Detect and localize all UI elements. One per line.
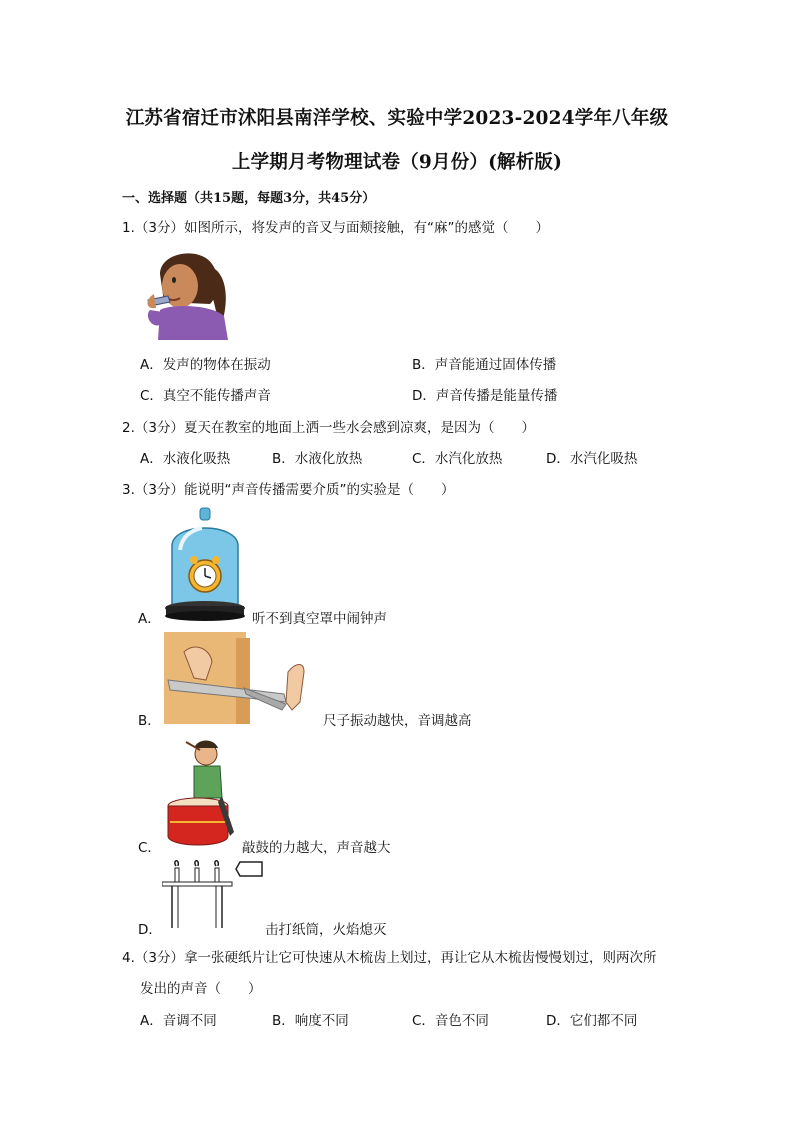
doc-title-line2: 上学期月考物理试卷（9月份）(解析版) [231,152,563,173]
question-2-stem: 2.（3分）夏天在教室的地面上洒一些水会感到凉爽，是因为（ ） [122,420,535,436]
q1-option-c[interactable]: C．真空不能传播声音 [140,388,271,404]
question-3-stem: 3.（3分）能说明“声音传播需要介质”的实验是（ ） [122,482,455,498]
question-1-stem: 1.（3分）如图所示，将发声的音叉与面颊接触，有“麻”的感觉（ ） [122,220,549,236]
q2-option-c[interactable]: C．水汽化放热 [412,451,503,467]
doc-title-line1: 江苏省宿迁市沭阳县南洋学校、实验中学2023-2024学年八年级 [125,108,669,129]
q3-option-a-caption: 听不到真空罩中闹钟声 [252,611,387,627]
q2-option-a[interactable]: A．水液化吸热 [140,451,231,467]
q3-option-b-letter[interactable]: B． [138,713,161,729]
q4-option-a[interactable]: A．音调不同 [140,1013,217,1029]
question-4-stem-line1: 4.（3分）拿一张硬纸片让它可快速从木梳齿上划过，再让它从木梳齿慢慢划过，则两次所 [122,950,657,966]
q1-option-b[interactable]: B．声音能通过固体传播 [412,357,557,373]
q4-option-c[interactable]: C．音色不同 [412,1013,489,1029]
q1-option-a[interactable]: A．发声的物体在振动 [140,357,271,373]
q2-option-d[interactable]: D．水汽化吸热 [546,451,638,467]
bell-jar-alarm-clock-illustration [162,506,248,622]
q3-option-b-caption: 尺子振动越快，音调越高 [323,713,472,729]
candle-flame-tube-illustration [162,858,266,930]
q3-option-c-caption: 敲鼓的力越大，声音越大 [242,840,391,856]
drum-player-illustration [164,736,240,850]
q3-option-a-letter[interactable]: A． [138,611,161,627]
q3-option-c-letter[interactable]: C． [138,840,161,856]
ruler-vibration-illustration [164,632,324,724]
question-4-stem-line2: 发出的声音（ ） [140,981,262,997]
section-heading: 一、选择题（共15题，每题3分，共45分） [122,191,376,206]
q4-option-d[interactable]: D．它们都不同 [546,1013,638,1029]
q4-option-b[interactable]: B．响度不同 [272,1013,349,1029]
q3-option-d-letter[interactable]: D． [138,922,162,938]
q1-option-d[interactable]: D．声音传播是能量传播 [412,388,558,404]
girl-tuning-fork-illustration [140,244,232,340]
q3-option-d-caption: 击打纸筒，火焰熄灭 [265,922,387,938]
q2-option-b[interactable]: B．水液化放热 [272,451,363,467]
